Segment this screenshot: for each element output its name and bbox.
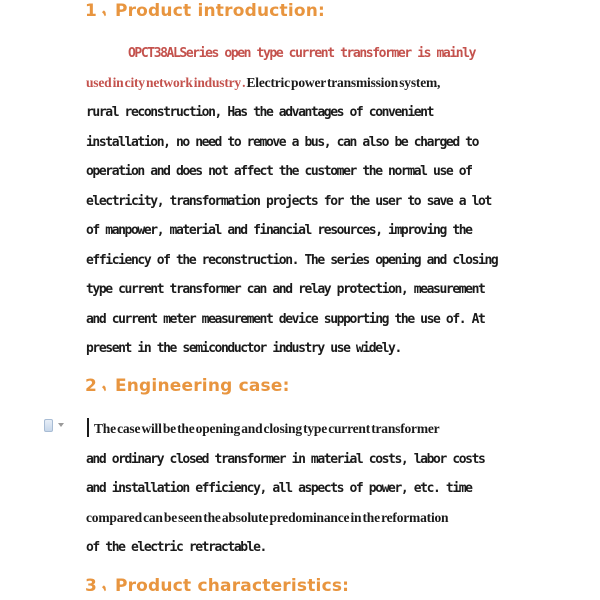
- text-segment: OPCT38ALSeries open type current transformer is mainly: [128, 46, 476, 61]
- text-cursor: [87, 418, 89, 437]
- ideographic-comma: ,: [93, 0, 110, 19]
- text-line[interactable]: [86, 37, 496, 67]
- text-line[interactable]: [86, 214, 496, 244]
- paragraph-product-introduction[interactable]: [86, 37, 496, 362]
- text-line[interactable]: [86, 244, 496, 274]
- heading-product-introduction[interactable]: [85, 1, 325, 21]
- text-segment: The case will be the opening and closing type current transformer: [94, 421, 440, 436]
- heading-text: Product introduction:: [114, 1, 326, 21]
- text-segment: Electric power transmission system,: [245, 74, 441, 90]
- paste-options-button[interactable]: [44, 417, 70, 433]
- heading-text: Engineering case:: [114, 376, 290, 396]
- text-line[interactable]: [86, 332, 496, 362]
- text-segment: and ordinary closed transformer in material costs, labor costs: [86, 451, 485, 467]
- chevron-down-icon: [58, 423, 64, 427]
- heading-number: 2: [85, 376, 98, 396]
- text-segment: electricity, transformation projects for the user to save a lot: [86, 193, 491, 209]
- paste-options-icon: [44, 419, 53, 432]
- text-line[interactable]: [86, 126, 496, 156]
- text-line[interactable]: [86, 273, 496, 303]
- text-line[interactable]: [86, 443, 496, 473]
- text-line[interactable]: [86, 185, 496, 215]
- text-segment: operation and does not affect the customer the normal use of: [86, 164, 472, 179]
- paragraph-engineering-case[interactable]: [86, 413, 496, 561]
- text-segment: efficiency of the reconstruction. The series opening and closing: [86, 252, 498, 268]
- text-segment: of manpower, material and financial resources, improving the: [86, 223, 472, 238]
- text-segment: present in the semiconductor industry use widely.: [86, 341, 401, 356]
- text-segment: of the electric retractable.: [86, 540, 266, 555]
- text-segment: installation, no need to remove a bus, can also be charged to: [86, 134, 479, 150]
- text-line[interactable]: [86, 413, 496, 443]
- text-segment: used in city network industry .: [86, 74, 246, 90]
- heading-number: 1: [85, 1, 98, 21]
- text-line[interactable]: [86, 502, 496, 532]
- text-segment: compared can be seen the absolute predominance in the reformation: [86, 509, 449, 525]
- heading-number: 3: [85, 576, 98, 596]
- heading-text: Product characteristics:: [114, 576, 350, 596]
- ideographic-comma: ,: [93, 575, 110, 594]
- text-segment: and installation efficiency, all aspects of power, etc. time: [86, 481, 472, 496]
- text-segment: rural reconstruction, Has the advantages of convenient: [86, 105, 434, 120]
- text-line[interactable]: [86, 531, 496, 561]
- text-line[interactable]: [86, 67, 496, 97]
- text-line[interactable]: [86, 155, 496, 185]
- text-segment: type current transformer can and relay protection, measurement: [86, 282, 485, 297]
- text-line[interactable]: [86, 96, 496, 126]
- heading-product-characteristics[interactable]: [85, 576, 349, 596]
- text-line[interactable]: [86, 472, 496, 502]
- text-line[interactable]: [86, 303, 496, 333]
- text-segment: and current meter measurement device supporting the use of. At: [86, 311, 485, 327]
- heading-engineering-case[interactable]: [85, 376, 290, 396]
- ideographic-comma: ,: [93, 375, 110, 394]
